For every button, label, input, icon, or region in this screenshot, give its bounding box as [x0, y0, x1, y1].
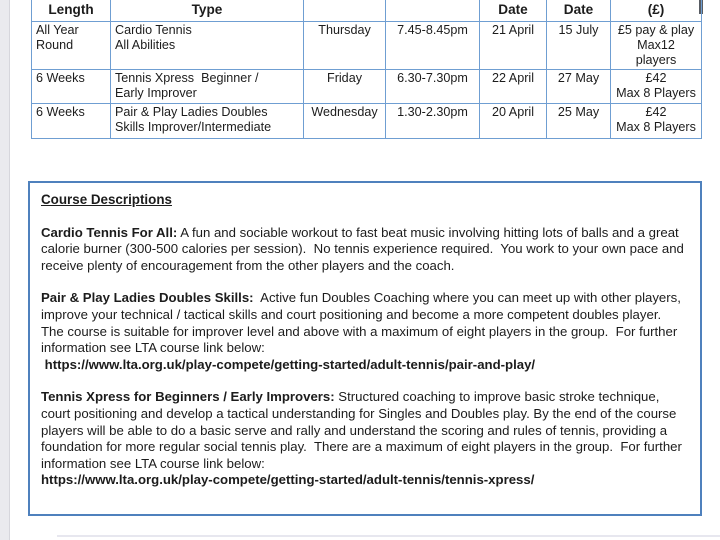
cell-day: Friday [304, 70, 386, 104]
paragraph-heading: Tennis Xpress for Beginners / Early Improvers: [41, 389, 335, 405]
cell-start-date: 21 April [480, 22, 547, 70]
cell-price: £42 Max 8 Players [611, 70, 702, 104]
cell-end-date: 27 May [547, 70, 611, 104]
cell-start-date: 20 April [480, 104, 547, 139]
cell-end-date: 25 May [547, 104, 611, 139]
cell-day: Wednesday [304, 104, 386, 139]
table-row [32, 104, 702, 139]
header-type: Type [111, 0, 304, 22]
lta-course-link[interactable]: https://www.lta.org.uk/play-compete/getting-started/adult-tennis/pair-and-play/ [41, 356, 536, 372]
cell-length: 6 Weeks [32, 70, 111, 104]
next-element-edge [57, 535, 720, 537]
cell-time: 6.30-7.30pm [386, 70, 480, 104]
course-descriptions-box [28, 181, 702, 516]
table-row [32, 22, 702, 70]
header-time [386, 0, 480, 22]
cell-length: 6 Weeks [32, 104, 111, 139]
header-end-date: Date [547, 0, 611, 22]
paragraph-body: A fun and sociable workout to fast beat music involving hitting lots of balls and a great calorie burner (300-500 calories per session). No tennis experience required. You work to your own pace and receive plenty of encouragement from the other players and the coach. [41, 224, 688, 273]
cell-type: Pair & Play Ladies Doubles Skills Improver/Intermediate [111, 104, 304, 139]
schedule-table-body [32, 22, 702, 139]
cell-price: £42 Max 8 Players [611, 104, 702, 139]
paragraph-body: Active fun Doubles Coaching where you can meet up with other players, improve your technical / tactical skills and court positioning and become a more competent doubles player. The course is suitable for improver level and above with a maximum of eight players in the group. For further information see LTA course link below: [41, 290, 685, 356]
cell-time: 7.45-8.45pm [386, 22, 480, 70]
paragraph-body: Structured coaching to improve basic stroke technique, court positioning and develop a tactical understanding for Singles and Doubles play. By the end of the course players will be able to do a basic serve and rally and understand the scoring and rules of tennis, providing a foundation for more regular social tennis play. There are a maximum of eight players in the group. For further information see LTA course link below: [41, 389, 686, 471]
cell-start-date: 22 April [480, 70, 547, 104]
paragraph-pair-and-play [41, 290, 688, 373]
course-schedule-table [31, 0, 702, 139]
lta-course-link[interactable]: https://www.lta.org.uk/play-compete/getting-started/adult-tennis/tennis-xpress/ [41, 472, 535, 488]
header-day [304, 0, 386, 22]
header-start-date: Date [480, 0, 547, 22]
header-length: Length [32, 0, 111, 22]
descriptions-title: Course Descriptions [41, 192, 172, 207]
cell-type: Tennis Xpress Beginner / Early Improver [111, 70, 304, 104]
cell-length: All Year Round [32, 22, 111, 70]
cell-end-date: 15 July [547, 22, 611, 70]
paragraph-tennis-xpress [41, 389, 688, 489]
paragraph-cardio-tennis [41, 225, 688, 275]
paragraph-heading: Cardio Tennis For All: [41, 224, 178, 240]
cell-price: £5 pay & play Max12 players [611, 22, 702, 70]
cell-time: 1.30-2.30pm [386, 104, 480, 139]
viewer-gutter-strip [0, 0, 10, 540]
paragraph-heading: Pair & Play Ladies Doubles Skills: [41, 290, 254, 306]
table-header-row [32, 0, 702, 22]
table-row [32, 70, 702, 104]
header-price: (£) [611, 0, 702, 22]
cell-day: Thursday [304, 22, 386, 70]
cell-type: Cardio Tennis All Abilities [111, 22, 304, 70]
